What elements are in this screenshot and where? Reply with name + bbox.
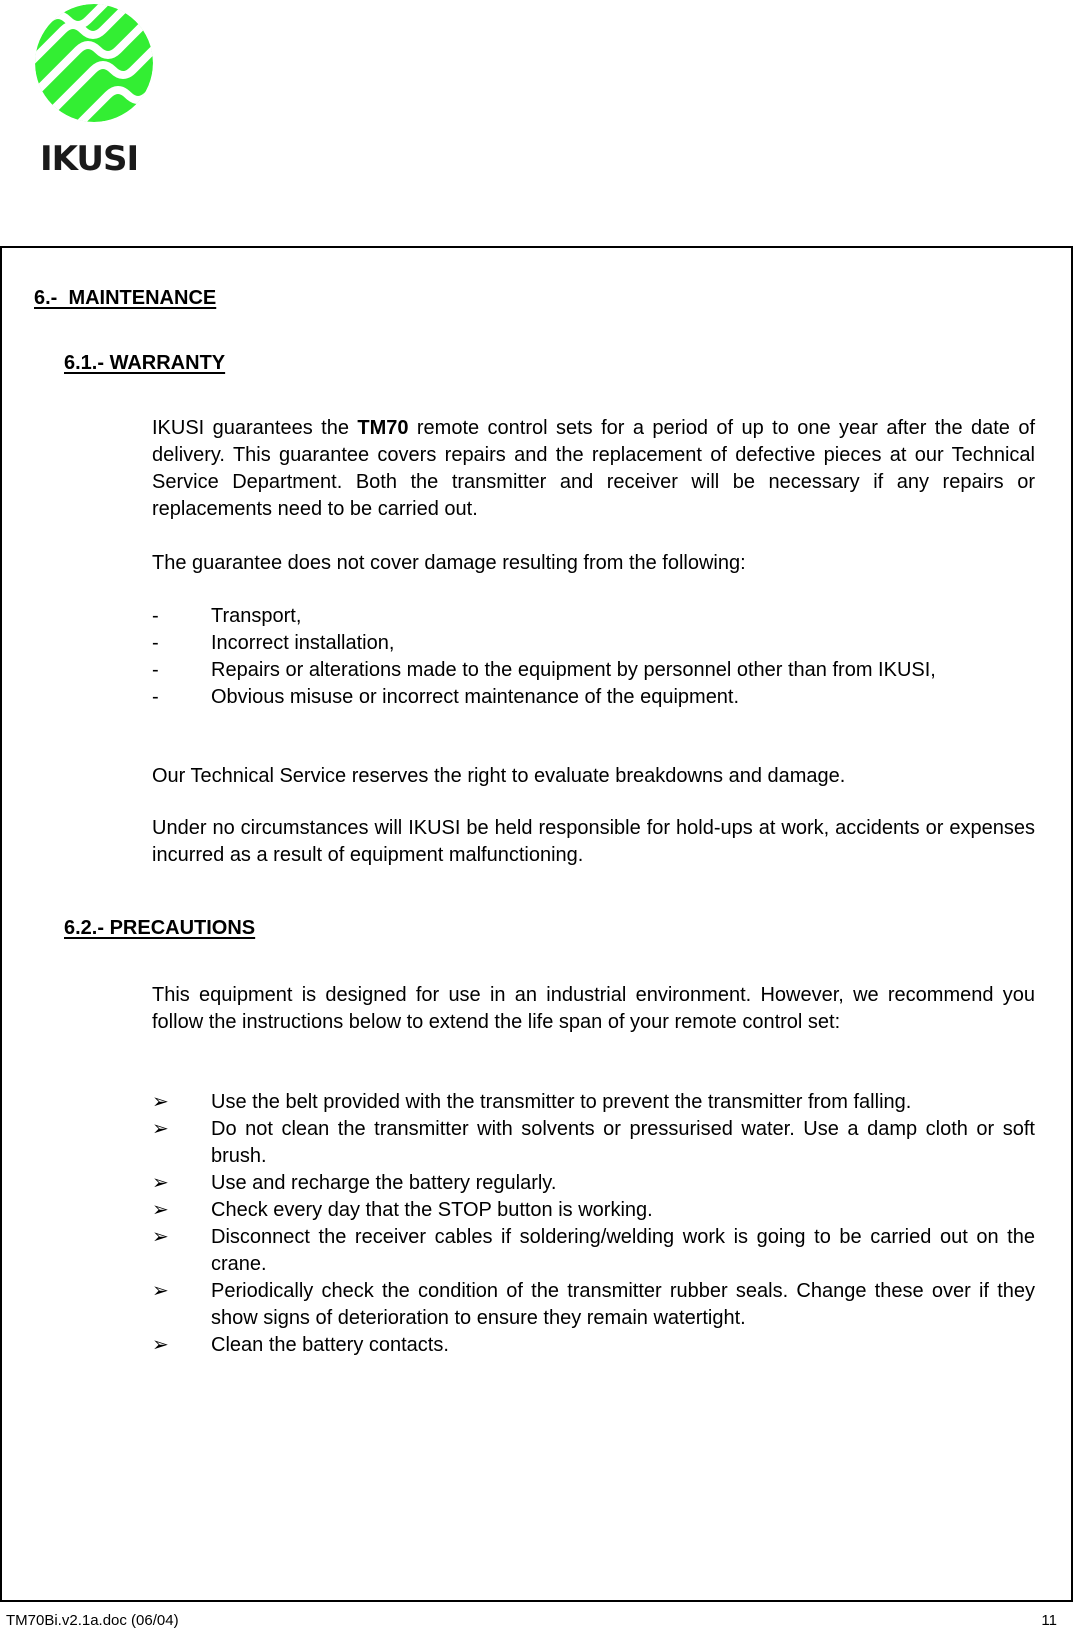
warranty-intro <box>152 415 1035 523</box>
footer-document-ref: TM70Bi.v2.1a.doc (06/04) <box>6 1612 179 1629</box>
logo-wordmark: IKUSI <box>40 139 139 175</box>
arrow-bullet-icon: ➢ <box>152 1280 169 1302</box>
precautions-intro: This equipment is designed for use in an industrial environment. However, we recommend you follow the instructions below to extend the life span of your remote control set: <box>152 984 1035 1033</box>
exclusions-list <box>152 603 1035 711</box>
dash-marker: - <box>152 659 159 681</box>
list-item <box>152 1170 1035 1197</box>
arrow-bullet-icon: ➢ <box>152 1334 169 1356</box>
list-item <box>152 657 1035 684</box>
exclusion-text: Incorrect installation, <box>211 632 395 654</box>
list-item <box>152 630 1035 657</box>
exclusion-text: Obvious misuse or incorrect maintenance of the equipment. <box>211 686 740 708</box>
list-item <box>152 1197 1035 1224</box>
warranty-model-name: TM70 <box>357 417 409 439</box>
section-title: 6.- MAINTENANCE <box>34 287 217 309</box>
arrow-bullet-icon: ➢ <box>152 1226 169 1248</box>
precautions-list <box>152 1089 1035 1359</box>
precaution-text: Check every day that the STOP button is working. <box>211 1199 653 1221</box>
exclusion-text: Repairs or alterations made to the equipment by personnel other than from IKUSI, <box>211 659 936 681</box>
list-item <box>152 1224 1035 1278</box>
precaution-text: Use the belt provided with the transmitter to prevent the transmitter from falling. <box>211 1091 912 1113</box>
evaluation-text: Our Technical Service reserves the right to evaluate breakdowns and damage. <box>152 765 846 787</box>
list-item <box>152 603 1035 630</box>
list-item <box>152 684 1035 711</box>
exclusion-text: Transport, <box>211 605 302 627</box>
dash-marker: - <box>152 605 159 627</box>
warranty-intro-text-2: remote control sets for a period of up to one year after the date of delivery. This guarantee covers repairs and the replacement of defective pieces at our Technical Service Department. Both the transmitter and receiver will be necessary if any repairs or replacements need to be carried out. <box>152 417 1035 520</box>
precaution-text: Use and recharge the battery regularly. <box>211 1172 557 1194</box>
list-item <box>152 1332 1035 1359</box>
precaution-text: Periodically check the condition of the transmitter rubber seals. Change these over if they show signs of deterioration to ensure they remain watertight. <box>211 1280 1035 1329</box>
list-item <box>152 1089 1035 1116</box>
arrow-bullet-icon: ➢ <box>152 1091 169 1113</box>
list-item <box>152 1278 1035 1332</box>
ikusi-logo-mark <box>28 0 158 175</box>
warranty-heading: 6.1.- WARRANTY <box>64 352 226 374</box>
dash-marker: - <box>152 686 159 708</box>
arrow-bullet-icon: ➢ <box>152 1199 169 1221</box>
precaution-text: Clean the battery contacts. <box>211 1334 449 1356</box>
arrow-bullet-icon: ➢ <box>152 1118 169 1140</box>
ikusi-logo <box>28 0 158 175</box>
precaution-text: Disconnect the receiver cables if soldering/welding work is going to be carried out on the crane. <box>211 1226 1035 1275</box>
precaution-text: Do not clean the transmitter with solvents or pressurised water. Use a damp cloth or soft brush. <box>211 1118 1035 1167</box>
warranty-intro-text-1: IKUSI guarantees the <box>152 417 358 439</box>
list-item <box>152 1116 1035 1170</box>
arrow-bullet-icon: ➢ <box>152 1172 169 1194</box>
liability-text: Under no circumstances will IKUSI be held responsible for hold-ups at work, accidents or expenses incurred as a result of equipment malfunctioning. <box>152 817 1035 866</box>
footer-page-number: 11 <box>1041 1612 1057 1629</box>
precautions-heading: 6.2.- PRECAUTIONS <box>64 917 256 939</box>
not-covered-intro: The guarantee does not cover damage resulting from the following: <box>152 552 746 574</box>
dash-marker: - <box>152 632 159 654</box>
